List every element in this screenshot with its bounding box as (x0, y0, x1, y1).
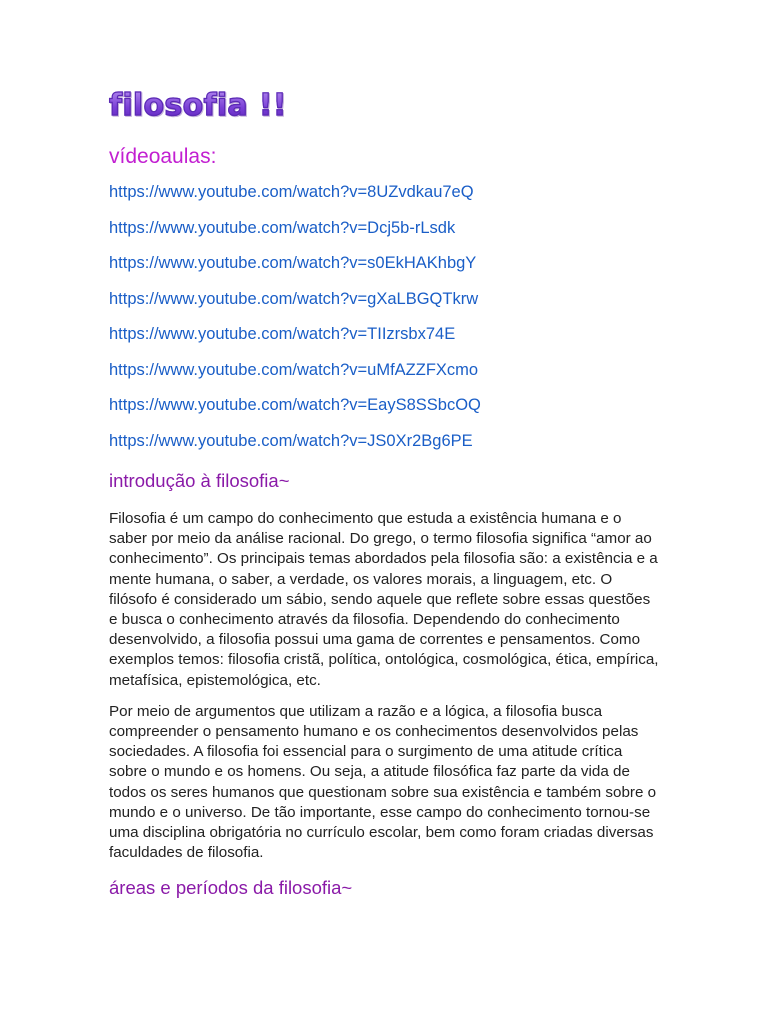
videos-heading: vídeoaulas: (109, 145, 217, 168)
video-links-list (109, 181, 661, 465)
video-link-2[interactable]: https://www.youtube.com/watch?v=Dcj5b-rLsdk (109, 218, 456, 237)
video-link-5[interactable]: https://www.youtube.com/watch?v=TIIzrsbx74E (109, 325, 456, 343)
list-item (109, 217, 661, 253)
intro-heading: introdução à filosofia~ (109, 470, 290, 491)
list-item (109, 252, 661, 288)
video-link-8[interactable]: https://www.youtube.com/watch?v=JS0Xr2Bg6PE (109, 431, 473, 450)
video-link-3[interactable]: https://www.youtube.com/watch?v=s0EkHAKhbgY (109, 254, 477, 272)
document-title: filosofia !! (109, 88, 287, 123)
intro-paragraph-1: Filosofia é um campo do conhecimento que estuda a existência humana e o saber por meio da análise racional. Do grego, o termo filosofia significa “amor ao conhecimento”. Os principais temas abordados pela filosofia são: a existência e a mente humana, o saber, a verdade, os valores morais, a linguagem, etc. O filósofo é considerado um sábio, sendo aquele que reflete sobre essas questões e busca o conhecimento através da filosofia. Dependendo do conhecimento desenvolvido, a filosofia possui uma gama de correntes e pensamentos. Como exemplos temos: filosofia cristã, política, ontológica, cosmológica, ética, empírica, metafísica, epistemológica, etc. (109, 510, 659, 689)
document-page (109, 88, 661, 900)
list-item (109, 181, 661, 217)
list-item (109, 323, 661, 359)
list-item (109, 430, 661, 466)
list-item (109, 394, 661, 430)
video-link-7[interactable]: https://www.youtube.com/watch?v=EayS8SSbcOQ (109, 396, 481, 414)
list-item (109, 359, 661, 395)
video-link-6[interactable]: https://www.youtube.com/watch?v=uMfAZZFXcmo (109, 360, 479, 379)
video-link-1[interactable]: https://www.youtube.com/watch?v=8UZvdkau7eQ (109, 183, 474, 201)
areas-heading: áreas e períodos da filosofia~ (109, 877, 353, 899)
video-link-4[interactable]: https://www.youtube.com/watch?v=gXaLBGQTkrw (109, 289, 479, 308)
intro-paragraph-2: Por meio de argumentos que utilizam a razão e a lógica, a filosofia busca compreender o pensamento humano e os conhecimentos desenvolvidos pelas sociedades. A filosofia foi essencial para o surgimento de uma atitude crítica sobre o mundo e os homens. Ou seja, a atitude filosófica faz parte da vida de todos os seres humanos que questionam sobre sua existência e também sobre o mundo e o universo. De tão importante, esse campo do conhecimento tornou-se uma disciplina obrigatória no currículo escolar, bem como foram criadas diversas faculdades de filosofia. (109, 702, 657, 862)
list-item (109, 288, 661, 324)
